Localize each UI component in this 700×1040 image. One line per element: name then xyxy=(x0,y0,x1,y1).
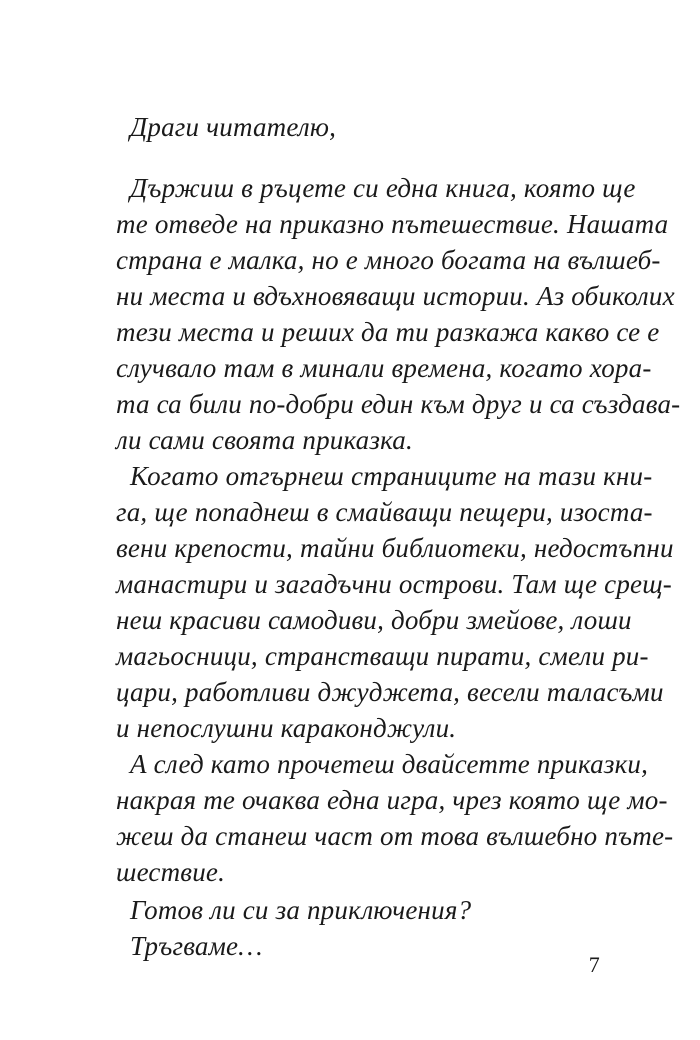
text-line: страна е малка, но е много богата на вълшеб- xyxy=(116,245,661,275)
text-line: неш красиви самодиви, добри змейове, лоши xyxy=(116,605,632,635)
text-line: цари, работливи джуджета, весели таласъми xyxy=(116,677,664,707)
text-line: вени крепости, тайни библиотеки, недостъпни xyxy=(116,533,674,563)
text-line: манастири и загадъчни острови. Там ще срещ- xyxy=(116,569,672,599)
text-line: ли сами своята приказка. xyxy=(116,425,413,455)
text-line: те отведе на приказно пътешествие. Нашата xyxy=(116,209,669,239)
text-line: Готов ли си за приключения? xyxy=(130,895,472,925)
text-line: А след като прочетеш двайсетте приказки, xyxy=(130,749,649,779)
greeting: Драги читателю, xyxy=(130,112,337,142)
text-line: тези места и реших да ти разкажа какво се е xyxy=(116,317,660,347)
text-line: случвало там в минали времена, когато хора- xyxy=(116,353,652,383)
text-line: га, ще попаднеш в смайващи пещери, изоста- xyxy=(116,497,653,527)
text-line: и непослушни караконджули. xyxy=(116,713,457,743)
text-line: Когато отгърнеш страниците на тази кни- xyxy=(130,461,653,491)
text-line: шествие. xyxy=(116,857,226,887)
text-line: Държиш в ръцете си една книга, която ще xyxy=(130,173,636,203)
text-line: Тръгваме… xyxy=(130,931,263,961)
page-number: 7 xyxy=(588,952,600,977)
text-line: ни места и вдъхновяващи истории. Аз обиколих xyxy=(116,281,675,311)
text-line: магьосници, странстващи пирати, смели ри- xyxy=(116,641,649,671)
text-line: жеш да станеш част от това вълшебно пъте- xyxy=(116,821,674,851)
text-line: та са били по-добри един към друг и са създава- xyxy=(116,389,681,419)
text-line: накрая те очаква една игра, чрез която ще мо- xyxy=(116,785,668,815)
